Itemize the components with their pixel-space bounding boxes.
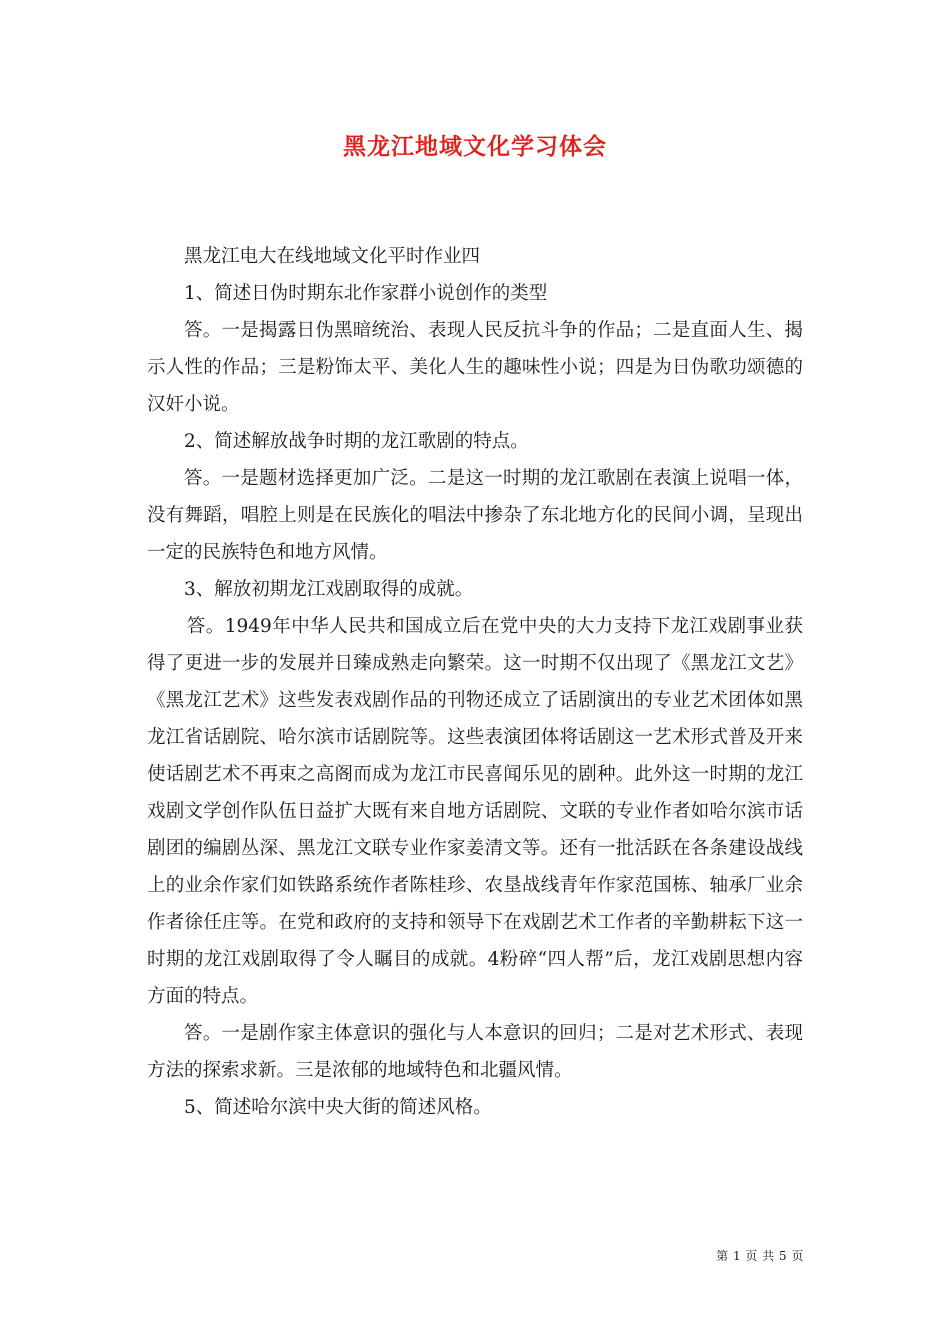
document-body xyxy=(147,238,803,1126)
paragraph-subtitle: 黑龙江电大在线地域文化平时作业四 xyxy=(184,246,481,267)
paragraph-question-3: 3、解放初期龙江戏剧取得的成就。 xyxy=(184,579,474,600)
paragraph-answer-2: 答。一是题材选择更加广泛。二是这一时期的龙江歌剧在表演上说唱一体，没有舞蹈，唱腔上则是在民族化的唱法中掺杂了东北地方化的民间小调，呈现出一定的民族特色和地方风情。 xyxy=(147,468,803,563)
paragraph-question-2: 2、简述解放战争时期的龙江歌剧的特点。 xyxy=(184,431,529,452)
paragraph-question-1: 1、简述日伪时期东北作家群小说创作的类型 xyxy=(184,283,548,304)
paragraph-answer-4: 答。一是剧作家主体意识的强化与人本意识的回归；二是对艺术形式、表现方法的探索求新。三是浓郁的地域特色和北疆风情。 xyxy=(147,1023,803,1081)
page-title: 黑龙江地域文化学习体会 xyxy=(343,133,607,160)
page-number: 第 1 页 共 5 页 xyxy=(716,1249,804,1263)
paragraph-question-5: 5、简述哈尔滨中央大街的简述风格。 xyxy=(184,1097,492,1118)
paragraph-answer-1: 答。一是揭露日伪黑暗统治、表现人民反抗斗争的作品；二是直面人生、揭示人性的作品；三是粉饰太平、美化人生的趣味性小说；四是为日伪歌功颂德的汉奸小说。 xyxy=(147,320,803,415)
paragraph-answer-3: 答。1949年中华人民共和国成立后在党中央的大力支持下龙江戏剧事业获得了更进一步的发展并日臻成熟走向繁荣。这一时期不仅出现了《黑龙江文艺》《黑龙江艺术》这些发表戏剧作品的刊物还成立了话剧演出的专业艺术团体如黑龙江省话剧院、哈尔滨市话剧院等。这些表演团体将话剧这一艺术形式普及开来使话剧艺术不再束之高阁而成为龙江市民喜闻乐见的剧种。此外这一时期的龙江戏剧文学创作队伍日益扩大既有来自地方话剧院、文联的专业作者如哈尔滨市话剧团的编剧丛深、黑龙江文联专业作家姜清文等。还有一批活跃在各条建设战线上的业余作家们如铁路系统作者陈桂珍、农垦战线青年作家范国栋、轴承厂业余作者徐任庄等。在党和政府的支持和领导下在戏剧艺术工作者的辛勤耕耘下这一时期的龙江戏剧取得了令人瞩目的成就。4粉碎“四人帮”后，龙江戏剧思想内容方面的特点。 xyxy=(147,616,803,1007)
